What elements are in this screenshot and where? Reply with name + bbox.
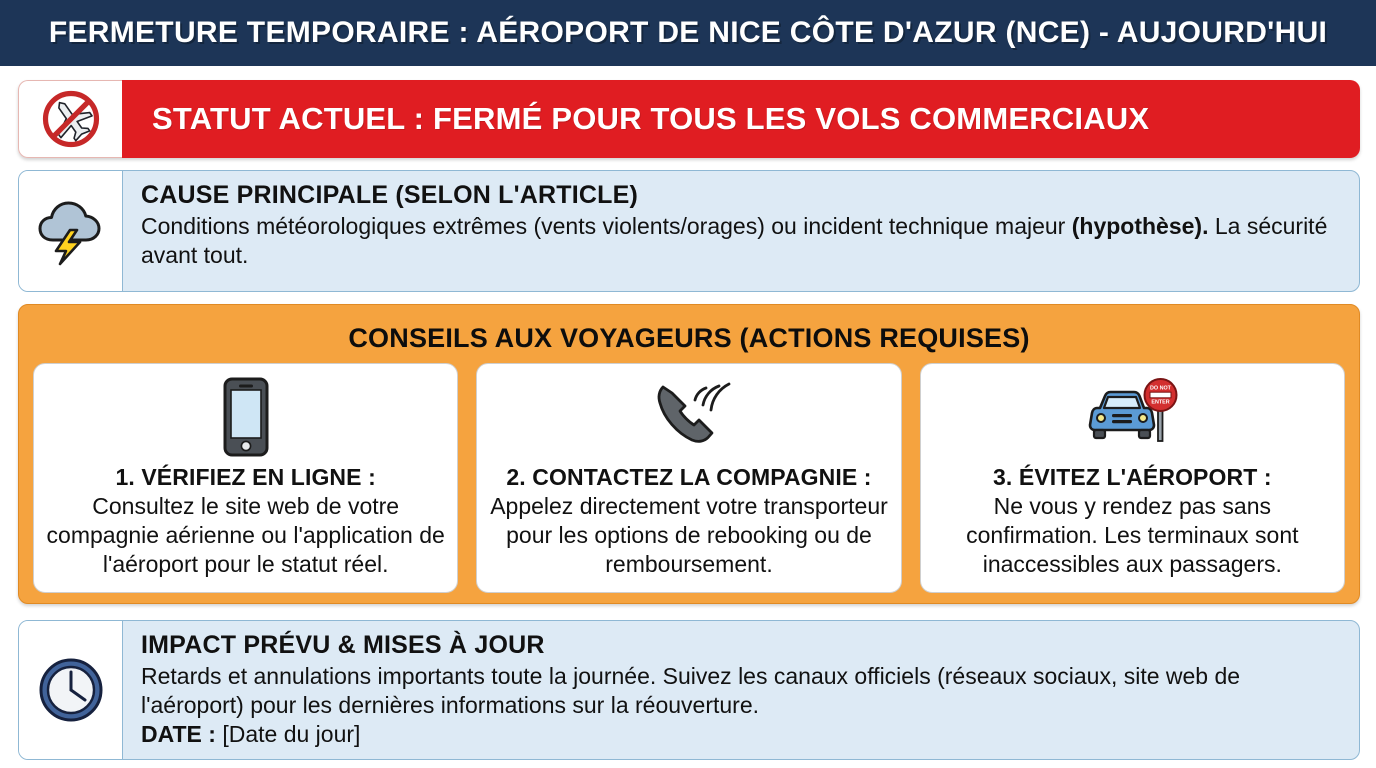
advice-card-3[interactable] — [920, 363, 1345, 593]
card-3-icon-container — [1082, 374, 1182, 460]
car-do-not-enter-icon — [1082, 377, 1182, 457]
cause-title: CAUSE PRINCIPALE (SELON L'ARTICLE) — [141, 181, 639, 209]
advice-heading: CONSEILS AUX VOYAGEURS (ACTIONS REQUISES) — [348, 323, 1030, 353]
advice-panel — [18, 304, 1360, 604]
card-2-title: 2. CONTACTEZ LA COMPAGNIE : — [506, 464, 872, 490]
card-1-title: 1. VÉRIFIEZ EN LIGNE : — [115, 464, 376, 490]
cause-body — [123, 171, 1359, 291]
cause-box — [18, 170, 1360, 292]
advice-card-1[interactable] — [33, 363, 458, 593]
advice-card-list — [33, 363, 1345, 593]
cause-text — [141, 212, 1345, 270]
cause-text-part2: La sécurité avant tout. — [141, 213, 1328, 269]
impact-title: IMPACT PRÉVU & MISES À JOUR — [141, 631, 545, 659]
impact-icon-container — [19, 621, 123, 759]
impact-date-label: DATE : — [141, 721, 216, 748]
impact-text: Retards et annulations importants toute la journée. Suivez les canaux officiels (réseaux sociaux, site web de l'aéroport) pour les dernières informations sur la réouverture. — [141, 663, 1241, 719]
impact-body — [123, 621, 1359, 759]
sign-text-line1: DO NOT — [1150, 385, 1172, 392]
card-3-text: Ne vous y rendez pas sans confirmation. Les terminaux sont inaccessibles aux passagers. — [966, 493, 1299, 577]
cause-text-bold: (hypothèse). — [1071, 213, 1209, 239]
status-text: STATUT ACTUEL : FERMÉ POUR TOUS LES VOLS COMMERCIAUX — [152, 101, 1150, 136]
no-airplane-icon — [38, 88, 104, 150]
header-banner — [0, 0, 1376, 66]
ringing-phone-icon — [647, 378, 731, 456]
status-bar — [122, 80, 1360, 158]
smartphone-icon — [221, 377, 271, 457]
impact-box — [18, 620, 1360, 760]
impact-date-value: [Date du jour] — [222, 721, 361, 748]
card-1-icon-container — [221, 374, 271, 460]
status-banner — [18, 80, 1360, 158]
page-title: FERMETURE TEMPORAIRE : AÉROPORT DE NICE CÔTE D'AZUR (NCE) - AUJOURD'HUI — [48, 16, 1328, 49]
sign-text-line2: ENTER — [1151, 399, 1170, 406]
cause-icon-container — [19, 171, 123, 291]
cause-text-part1: Conditions météorologiques extrêmes (vents violents/orages) ou incident technique majeur — [141, 213, 1072, 239]
storm-cloud-icon — [35, 196, 107, 266]
card-2-icon-container — [647, 374, 731, 460]
impact-date-row — [141, 720, 1345, 749]
card-3-title: 3. ÉVITEZ L'AÉROPORT : — [993, 464, 1272, 490]
card-2-text: Appelez directement votre transporteur pour les options de rebooking ou de remboursement. — [490, 493, 888, 577]
clock-icon — [36, 655, 106, 725]
status-icon-container — [18, 80, 122, 158]
advice-card-2[interactable] — [476, 363, 901, 593]
card-1-text: Consultez le site web de votre compagnie aérienne ou l'application de l'aéroport pour le statut réel. — [46, 493, 445, 577]
